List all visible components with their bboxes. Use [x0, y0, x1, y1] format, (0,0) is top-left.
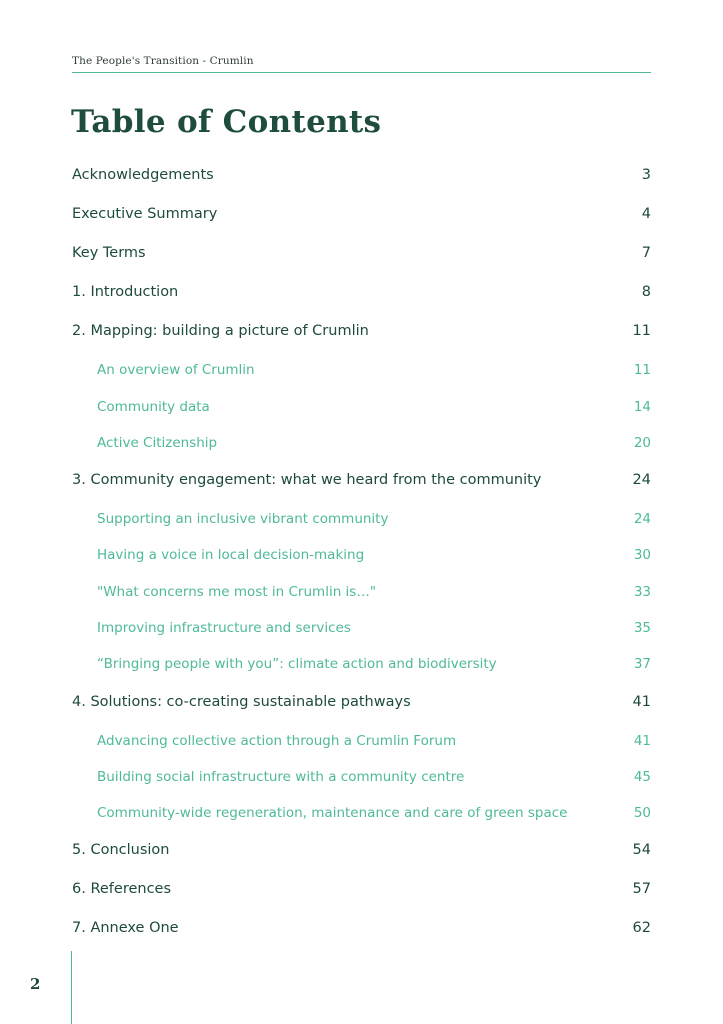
toc-subentry[interactable]	[97, 617, 651, 639]
toc-entry-label: Improving infrastructure and services	[97, 620, 351, 636]
toc-entry-page: 33	[633, 584, 651, 600]
toc-subentry[interactable]	[97, 802, 651, 824]
page-title: Table of Contents	[71, 104, 382, 140]
toc-subentry[interactable]	[97, 359, 651, 381]
toc-entry-page: 20	[633, 435, 651, 451]
toc-entry-label: 4. Solutions: co-creating sustainable pathways	[72, 694, 411, 710]
toc-entry-label: Community data	[97, 399, 210, 415]
toc-entry-label: 5. Conclusion	[72, 842, 170, 858]
toc-entry-label: “Bringing people with you”: climate action and biodiversity	[97, 656, 497, 672]
toc-entry-page: 62	[632, 920, 651, 936]
toc-entry[interactable]	[72, 320, 651, 342]
toc-subentry[interactable]	[97, 581, 651, 603]
toc-entry-label: "What concerns me most in Crumlin is…"	[97, 584, 377, 600]
toc-subentry[interactable]	[97, 766, 651, 788]
toc-entry[interactable]	[72, 917, 651, 939]
toc-entry-label: Active Citizenship	[97, 435, 218, 451]
toc-entry-label: 3. Community engagement: what we heard from the community	[72, 472, 542, 488]
toc-entry-label: 1. Introduction	[72, 284, 179, 300]
toc-subentry[interactable]	[97, 730, 651, 752]
toc-entry-page: 57	[632, 881, 651, 897]
toc-entry[interactable]	[72, 281, 651, 303]
toc-entry[interactable]	[72, 839, 651, 861]
toc-entry-label: Building social infrastructure with a community centre	[97, 769, 465, 785]
toc-subentry[interactable]	[97, 432, 651, 454]
toc-entry-page: 30	[633, 547, 651, 563]
toc-entry-label: Supporting an inclusive vibrant community	[97, 511, 389, 527]
toc-entry-label: Acknowledgements	[72, 167, 214, 183]
toc-entry[interactable]	[72, 203, 651, 225]
toc-entry-page: 4	[641, 206, 651, 222]
toc-entry-page: 41	[633, 733, 651, 749]
toc-entry-page: 37	[633, 656, 651, 672]
toc-entry-label: Executive Summary	[72, 206, 218, 222]
toc-entry[interactable]	[72, 164, 651, 186]
toc-subentry[interactable]	[97, 544, 651, 566]
toc-entry-label: 6. References	[72, 881, 172, 897]
toc-entry-page: 7	[641, 245, 651, 261]
toc-entry-page: 45	[633, 769, 651, 785]
toc-entry-label: Advancing collective action through a Crumlin Forum	[97, 733, 457, 749]
toc-entry-label: An overview of Crumlin	[97, 362, 255, 378]
running-header: The People's Transition - Crumlin	[72, 55, 254, 67]
page-number: 2	[30, 975, 41, 993]
toc-entry[interactable]	[72, 469, 651, 491]
toc-entry-label: Key Terms	[72, 245, 146, 261]
toc-entry[interactable]	[72, 691, 651, 713]
toc-entry-page: 50	[633, 805, 651, 821]
footer-divider	[71, 951, 72, 1024]
toc-entry[interactable]	[72, 242, 651, 264]
toc-subentry[interactable]	[97, 653, 651, 675]
toc-entry-page: 14	[633, 399, 651, 415]
toc-entry-label: Having a voice in local decision-making	[97, 547, 365, 563]
toc-entry-page: 35	[633, 620, 651, 636]
toc-entry-label: Community-wide regeneration, maintenance and care of green space	[97, 805, 568, 821]
toc-entry-page: 54	[632, 842, 651, 858]
toc-entry-page: 11	[633, 362, 651, 378]
toc-entry-label: 2. Mapping: building a picture of Crumlin	[72, 323, 369, 339]
toc-entry-page: 11	[632, 323, 651, 339]
toc-subentry[interactable]	[97, 396, 651, 418]
toc-entry-page: 41	[632, 694, 651, 710]
toc-entry-page: 24	[632, 472, 651, 488]
toc-entry-page: 3	[641, 167, 651, 183]
toc-entry-label: 7. Annexe One	[72, 920, 179, 936]
toc-subentry[interactable]	[97, 508, 651, 530]
toc-entry-page: 24	[633, 511, 651, 527]
toc-entry-page: 8	[641, 284, 651, 300]
toc-entry[interactable]	[72, 878, 651, 900]
